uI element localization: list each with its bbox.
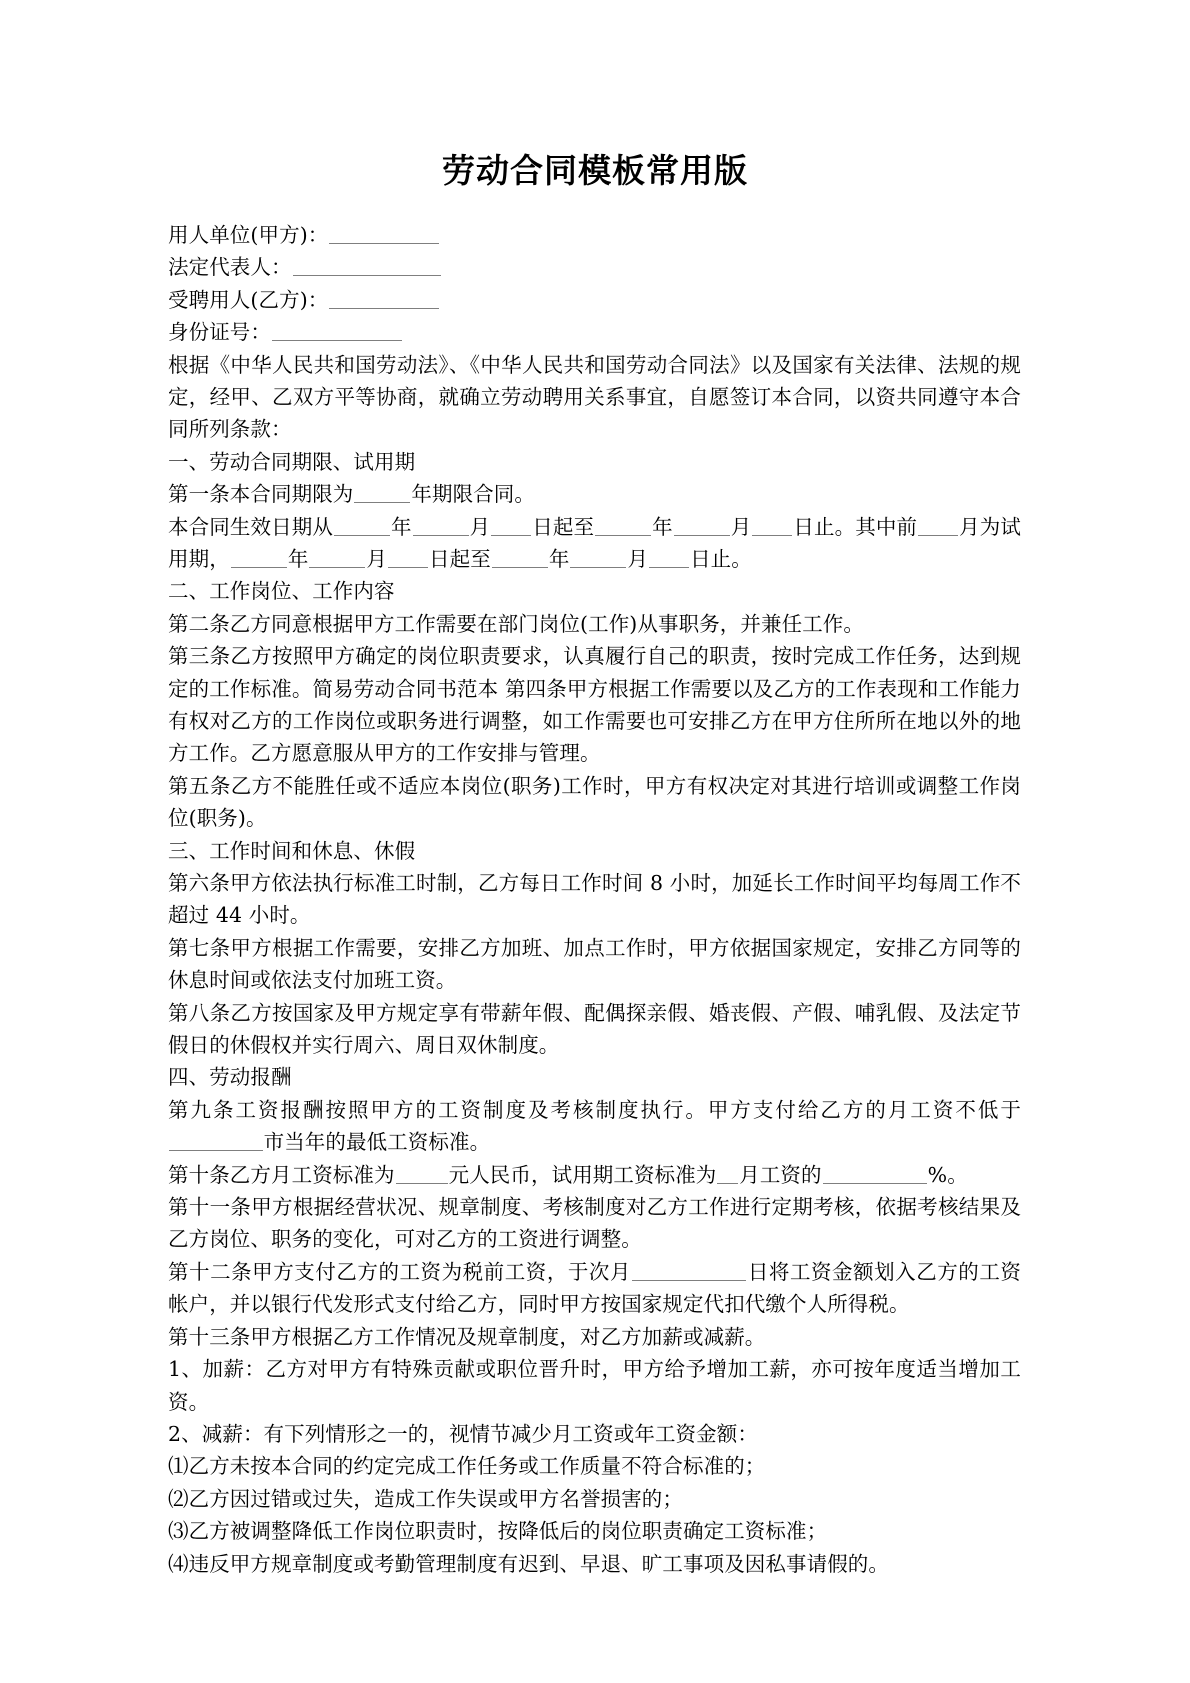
probation-start-month-blank[interactable] xyxy=(309,548,365,568)
section-heading-4: 四、劳动报酬 xyxy=(168,1065,292,1090)
fill-in-blank[interactable] xyxy=(396,1164,448,1184)
reduce-reason-3: ⑶乙方被调整降低工作岗位职责时，按降低后的岗位职责确定工资标准； xyxy=(168,1519,828,1544)
label-year-1: 年 xyxy=(390,514,412,539)
reduce-reason-1: ⑴乙方未按本合同的约定完成工作任务或工作质量不符合标准的； xyxy=(168,1454,766,1479)
start-year-blank[interactable] xyxy=(334,516,390,536)
field-employee-blank[interactable] xyxy=(329,289,439,309)
clause-effective-dates xyxy=(168,511,1021,576)
clause-13-item-raise: 1、加薪：乙方对甲方有特殊贡献或职位晋升时，甲方给予增加工薪，亦可按年度适当增加工资。 xyxy=(168,1357,1021,1414)
field-employee-label: 受聘用人(乙方)： xyxy=(168,287,329,312)
section-heading-3: 三、工作时间和休息、休假 xyxy=(168,838,416,863)
clause-1-term xyxy=(168,478,1021,510)
label-year-3: 年 xyxy=(287,546,309,571)
preamble-paragraph: 根据《中华人民共和国劳动法》、《中华人民共和国劳动合同法》以及国家有关法律、法规的规定，经甲、乙双方平等协商，就确立劳动聘用关系事宜，自愿签订本合同，以资共同遵守本合同所列条款： xyxy=(168,352,1021,442)
field-id-number-label: 身份证号： xyxy=(168,320,271,345)
fill-in-blank[interactable] xyxy=(823,1164,927,1184)
probation-end-year-blank[interactable] xyxy=(492,548,548,568)
probation-start-day-blank[interactable] xyxy=(388,548,428,568)
clause-12: 第十二条甲方支付乙方的工资为税前工资，于次月 日将工资金额划入乙方的工资帐户，并以银行代发形式支付给乙方，同时甲方按国家规定代扣代缴个人所得税。 xyxy=(168,1259,1021,1317)
clause-2: 第二条乙方同意根据甲方工作需要在部门岗位(工作)从事职务，并兼任工作。 xyxy=(168,611,864,636)
clause-1-years-blank[interactable] xyxy=(354,483,410,503)
probation-start-year-blank[interactable] xyxy=(231,548,287,568)
clause-10: 第十条乙方月工资标准为 元人民币，试用期工资标准为 月工资的 %。 xyxy=(168,1162,968,1187)
probation-end-day-blank[interactable] xyxy=(649,548,689,568)
document-body xyxy=(168,219,1021,1580)
fill-in-blank[interactable] xyxy=(169,1131,263,1151)
label-day-start-2: 日起至 xyxy=(429,546,491,571)
section-heading-2: 二、工作岗位、工作内容 xyxy=(168,579,395,604)
page-title: 劳动合同模板常用版 xyxy=(442,151,748,190)
clause-11: 第十一条甲方根据经营状况、规章制度、考核制度对乙方工作进行定期考核，依据考核结果及乙方岗位、职务的变化，可对乙方的工资进行调整。 xyxy=(168,1195,1021,1252)
field-employee-row xyxy=(168,284,1021,316)
clause-3-and-4: 第三条乙方按照甲方确定的岗位职责要求，认真履行自己的职责，按时完成工作任务，达到规定的工作标准。简易劳动合同书范本 第四条甲方根据工作需要以及乙方的工作表现和工作能力有权对乙方的工作岗位或职务进行调整，如工作需要也可安排乙方在甲方住所所在地以外的地方工作。乙方愿意服从甲方的工作安排与管理。 xyxy=(168,644,1021,766)
field-employer-label: 用人单位(甲方)： xyxy=(168,222,329,247)
field-employer-row xyxy=(168,219,1021,251)
start-day-blank[interactable] xyxy=(491,516,531,536)
end-month-blank[interactable] xyxy=(674,516,730,536)
fill-in-blank[interactable] xyxy=(717,1164,738,1184)
clause-6: 第六条甲方依法执行标准工时制，乙方每日工作时间 8 小时，加延长工作时间平均每周工作不超过 44 小时。 xyxy=(168,871,1021,928)
label-year-4: 年 xyxy=(548,546,570,571)
field-employer-blank[interactable] xyxy=(329,224,439,244)
field-legal-rep-row xyxy=(168,251,1021,283)
label-month-2: 月 xyxy=(730,514,752,539)
field-id-number-blank[interactable] xyxy=(272,321,402,341)
effective-prefix: 本合同生效日期从 xyxy=(168,514,333,539)
reduce-reason-4: ⑷违反甲方规章制度或考勤管理制度有迟到、早退、旷工事项及因私事请假的。 xyxy=(168,1551,889,1576)
start-month-blank[interactable] xyxy=(413,516,469,536)
reduce-reason-2: ⑵乙方因过错或过失，造成工作失误或甲方名誉损害的； xyxy=(168,1486,683,1511)
label-month-4: 月 xyxy=(627,546,649,571)
label-day-end-2: 日止。 xyxy=(690,546,752,571)
clause-13-item-reduce: 2、减薪：有下列情形之一的，视情节减少月工资或年工资金额： xyxy=(168,1421,758,1446)
field-legal-rep-blank[interactable] xyxy=(293,256,441,276)
label-month-1: 月 xyxy=(469,514,491,539)
end-day-blank[interactable] xyxy=(752,516,792,536)
end-year-blank[interactable] xyxy=(595,516,651,536)
fill-in-blank[interactable] xyxy=(632,1261,746,1281)
section-heading-1: 一、劳动合同期限、试用期 xyxy=(168,449,416,474)
field-legal-rep-label: 法定代表人： xyxy=(168,255,292,280)
label-year-2: 年 xyxy=(652,514,673,539)
clause-7: 第七条甲方根据工作需要，安排乙方加班、加点工作时，甲方依据国家规定，安排乙方同等的休息时间或依法支付加班工资。 xyxy=(168,935,1021,993)
clause-5: 第五条乙方不能胜任或不适应本岗位(职务)工作时，甲方有权决定对其进行培训或调整工作岗位(职务)。 xyxy=(168,773,1021,831)
clause-1-prefix: 第一条本合同期限为 xyxy=(168,482,354,507)
probation-months-blank[interactable] xyxy=(918,516,958,536)
clause-1-suffix: 年期限合同。 xyxy=(411,482,536,507)
clause-8: 第八条乙方按国家及甲方规定享有带薪年假、配偶探亲假、婚丧假、产假、哺乳假、及法定节假日的休假权并实行周六、周日双休制度。 xyxy=(168,1000,1021,1058)
label-probation: 月为试用期， xyxy=(168,514,1021,571)
label-mid-text: 其中前 xyxy=(855,514,918,539)
clause-13: 第十三条甲方根据乙方工作情况及规章制度，对乙方加薪或减薪。 xyxy=(168,1324,766,1349)
probation-end-month-blank[interactable] xyxy=(570,548,626,568)
field-id-number-row xyxy=(168,316,1021,348)
clause-9: 第九条工资报酬按照甲方的工资制度及考核制度执行。甲方支付给乙方的月工资不低于市当年的最低工资标准。 xyxy=(168,1097,1021,1155)
label-day-start-1: 日起至 xyxy=(532,514,595,539)
label-month-3: 月 xyxy=(366,546,388,571)
label-day-end-1: 日止。 xyxy=(793,514,856,539)
